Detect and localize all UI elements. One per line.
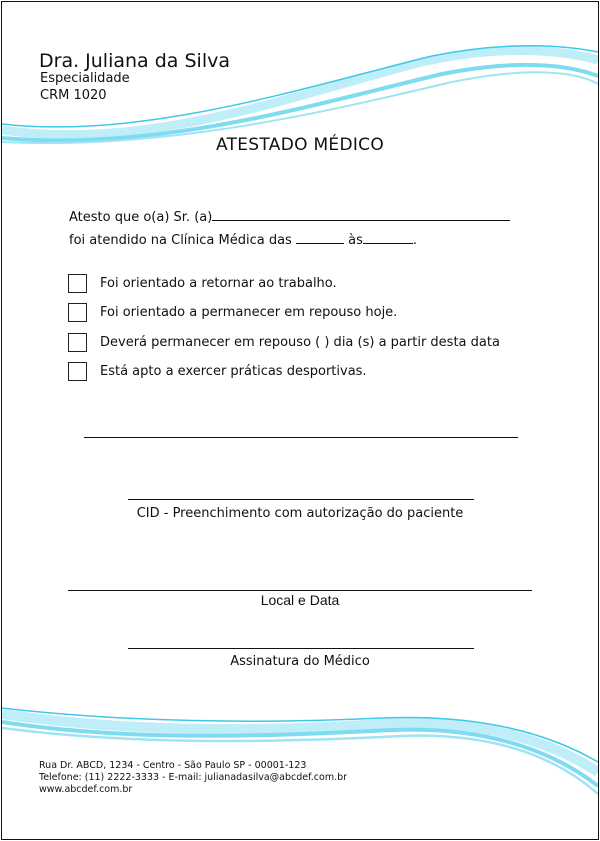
option-label: Deverá permanecer em repouso ( ) dia (s) a partir desta data xyxy=(100,335,500,350)
option-label: Foi orientado a retornar ao trabalho. xyxy=(100,276,337,291)
footer-address: Rua Dr. ABCD, 1234 - Centro - São Paulo SP - 00001-123 xyxy=(39,760,307,771)
cid-line[interactable] xyxy=(128,499,474,500)
notes-line[interactable] xyxy=(84,437,518,438)
option-label: Está apto a exercer práticas desportivas. xyxy=(100,364,367,379)
doctor-name: Dra. Juliana da Silva xyxy=(39,50,230,72)
time-from-blank[interactable] xyxy=(296,231,344,244)
local-date-line[interactable] xyxy=(68,590,532,591)
doctor-specialty: Especialidade xyxy=(40,71,130,86)
attendance-line-label: foi atendido na Clínica Médica das xyxy=(69,233,292,248)
local-date-label: Local e Data xyxy=(260,592,340,608)
patient-name-blank[interactable] xyxy=(212,208,510,221)
attendance-line-end: . xyxy=(412,233,417,248)
option-label: Foi orientado a permanecer em repouso hoje. xyxy=(100,305,398,320)
checkbox[interactable] xyxy=(68,303,87,322)
cid-label: CID - Preenchimento com autorização do paciente xyxy=(136,506,464,521)
checkbox[interactable] xyxy=(68,274,87,293)
patient-line xyxy=(69,208,510,225)
decorative-waves xyxy=(2,2,598,839)
document-title: ATESTADO MÉDICO xyxy=(215,135,385,155)
signature-label: Assinatura do Médico xyxy=(230,654,370,669)
patient-line-label: Atesto que o(a) Sr. (a) xyxy=(69,210,213,225)
time-to-blank[interactable] xyxy=(363,231,413,244)
footer-contact: Telefone: (11) 2222-3333 - E-mail: julianadasilva@abcdef.com.br xyxy=(39,772,348,783)
footer-website: www.abcdef.com.br xyxy=(39,784,133,795)
doctor-crm: CRM 1020 xyxy=(40,88,107,103)
attendance-line-to: às xyxy=(348,233,363,248)
medical-certificate-page xyxy=(1,1,599,840)
checkbox[interactable] xyxy=(68,362,87,381)
signature-line[interactable] xyxy=(128,648,474,649)
attendance-line xyxy=(69,231,417,248)
checkbox[interactable] xyxy=(68,333,87,352)
